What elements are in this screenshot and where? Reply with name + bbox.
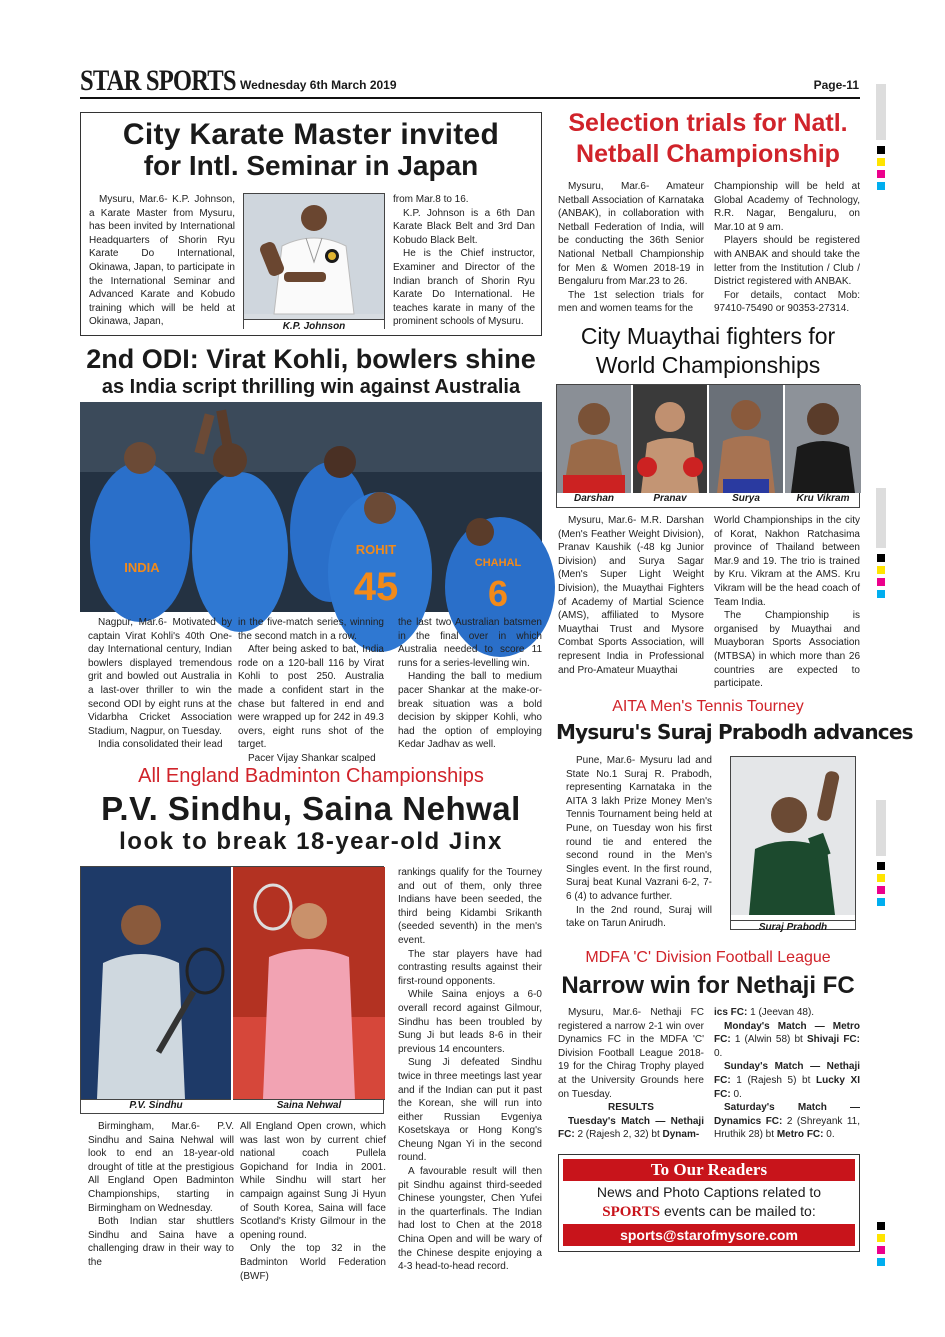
badminton-paragraph: Only the top 32 in the Badminton World Federation (BWF) (240, 1243, 386, 1282)
karate-photo-caption: K.P. Johnson (244, 319, 384, 334)
odi-headline-2: as India script thrilling win against Australia (101, 376, 521, 398)
odi-jersey-number-2: 6 (487, 573, 509, 614)
muaythai-paragraph: World Championships in the city of Korat, Nakhon Ratchasima province of Thailand between Mar.9 and 19. The trio is trained by Kru. Vikram at the AMS. Kru Vikram will be the head coach of Team India. (714, 515, 860, 608)
badminton-caption: Saina Nehwal (233, 1099, 385, 1111)
karate-paragraph: Mysuru, Mar.6- K.P. Johnson, a Karate Master from Mysuru, has been invited by International Headquarters of Shorin Ryu Karate Do International, Okinawa, Japan, to participate in the International Seminar and Advanced Karate and Kobudo training which will be held at Okinawa, Japan, (89, 194, 235, 328)
muaythai-photo-pranav (633, 385, 707, 493)
karate-paragraph: K.P. Johnson is a 6th Dan Karate Black Belt and 3rd Dan Kobudo Black Belt. (393, 207, 535, 246)
football-kicker: MDFA 'C' Division Football League (585, 949, 831, 966)
odi-paragraph: Handing the ball to medium pacer Shankar at the make-or-break situation was a bold decision by skipper Kohli, who had the option of employing Kedar Jadhav as well. (398, 671, 542, 751)
football-result-opponent: Shivaji FC: (806, 1034, 860, 1046)
karate-paragraph: from Mar.8 to 16. (393, 194, 469, 205)
odi-jersey-team: INDIA (124, 560, 160, 575)
registration-strip-low (876, 800, 886, 910)
readers-line-1: News and Photo Captions related to (596, 1184, 822, 1200)
badminton-paragraph: The star players have had contrasting results against their first-round opponents. (398, 948, 542, 987)
muaythai-photo-surya (709, 385, 783, 493)
football-column-1 (558, 1006, 704, 1148)
karate-headline-2: for Intl. Seminar in Japan (143, 150, 479, 182)
muaythai-photo-strip (556, 384, 860, 508)
karate-column-2 (393, 193, 535, 333)
football-result-label: Tuesday's Match — Nethaji FC: (558, 1115, 704, 1141)
masthead-rule (80, 97, 860, 99)
odi-paragraph: India consolidated their lead (98, 739, 223, 751)
football-result-text: 2 (Shreyank 11, Hruthik 28) bt (714, 1115, 861, 1141)
badminton-paragraph: Both Indian star shuttlers Sindhu and Saina have a challenging draw in their way to the (88, 1216, 234, 1268)
netball-paragraph: For details, contact Mob: 97410-75490 or 90353-27314. (714, 289, 860, 315)
karate-photo (243, 193, 385, 332)
football-result-opponent: ics FC: (714, 1007, 748, 1018)
karate-headline-1: City Karate Master invited (122, 118, 500, 151)
football-result-text: 2 (Rajesh 2, 32) bt (577, 1129, 660, 1141)
tennis-player-image (731, 757, 855, 915)
badminton-photo-sindhu (81, 867, 231, 1099)
odi-paragraph: the last two Australian batsmen in the final over in which Australia needed to score 11 runs for a series-levelling win. (398, 617, 542, 669)
registration-strip-bottom (876, 1222, 886, 1282)
karate-master-image (244, 194, 384, 314)
karate-story-box (80, 112, 542, 336)
readers-line-2: events can be mailed to: (663, 1203, 816, 1219)
badminton-photo-box (80, 866, 384, 1114)
muaythai-story (556, 322, 860, 688)
tennis-photo-caption: Suraj Prabodh (731, 920, 855, 934)
karate-column-1 (89, 193, 235, 333)
odi-paragraph: Nagpur, Mar.6- Motivated by captain Virat Kohli's 40th One-day International century, Indian bowlers displayed tremendous grit and bowled out Australia in a last-over thriller to win the second ODI by eight runs at the Vidarbha Cricket Association Stadium, Nagpur, on Tuesday. (88, 617, 232, 737)
football-result-opponent: Dynam- (662, 1129, 700, 1141)
odi-story (80, 344, 542, 764)
football-paragraph: Mysuru, Mar.6- Nethaji FC registered a narrow 2-1 win over Dynamics FC in the MDFA 'C' Division Football League 2018-19 for the Chirag Trophy played at the University Grounds here on Tuesday. (558, 1007, 704, 1100)
muaythai-headline-2: World Championships (595, 352, 821, 378)
tennis-paragraph: In the 2nd round, Suraj will take on Tarun Anirudh. (566, 904, 712, 930)
tennis-photo (730, 756, 856, 933)
muaythai-caption: Pranav (653, 493, 687, 504)
muaythai-caption: Surya (732, 493, 760, 504)
tennis-headline: Mysuru's Suraj Prabodh advances (556, 720, 913, 744)
readers-box (558, 1154, 860, 1252)
badminton-paragraph: All England Open crown, which was last won by current chief national coach Pullela Gopichand for India in 2001. While Sindhu will start her campaign against Sung Ji Hyun of South Korea, Saina will face Scotland's Kristy Gilmour in the opening round. (240, 1121, 386, 1241)
odi-jersey-name-2: CHAHAL (474, 557, 522, 569)
badminton-paragraph: Sung Ji defeated Sindhu twice in three meetings last year and if the Indian can put it past the Korean, she will run into either Russian Evgeniya Kosetskaya or Hong Kong's Cheung Ngan Yi in the second round. (398, 1057, 542, 1164)
netball-headline-1: Selection trials for Natl. (568, 109, 848, 137)
odi-paragraph: Pacer Vijay Shankar scalped (248, 752, 376, 764)
badminton-caption: P.V. Sindhu (81, 1099, 231, 1111)
badminton-headline-1: P.V. Sindhu, Saina Nehwal (101, 790, 521, 827)
registration-strip-top (876, 84, 886, 184)
football-result-label: Sunday's Match — Nethaji FC: (714, 1061, 860, 1086)
badminton-story (80, 762, 542, 1282)
netball-headline-2: Netball Championship (576, 140, 840, 168)
odi-column-1 (88, 616, 232, 750)
badminton-paragraph: rankings qualify for the Tourney and out of them, only three Indians have been seeded, the third being Kidambi Srikanth (seeded seventh) in the men's event. (398, 867, 542, 946)
netball-column-2 (714, 180, 860, 320)
badminton-column-1 (88, 1120, 234, 1268)
muaythai-caption: Darshan (573, 493, 614, 504)
muaythai-photo-kru-vikram (785, 385, 861, 493)
page-number: Page-11 (813, 78, 859, 92)
masthead-date: Wednesday 6th March 2019 (240, 78, 397, 92)
karate-paragraph: He is the Chief instructor, Examiner and Director of the Indian branch of Shorin Ryu Karate Do International. He teaches karate in many of the prominent schools of Mysuru. (393, 248, 535, 328)
badminton-paragraph: While Saina enjoys a 6-0 overall record against Gilmour, Sindhu has been troubled by Sung Ji but leads 8-6 in their previous 14 encounters. (398, 989, 542, 1055)
readers-email-link[interactable]: sports@starofmysore.com (563, 1224, 855, 1246)
tennis-column (566, 754, 712, 934)
readers-sports-word: SPORTS (602, 1204, 661, 1220)
cricket-celebration-image (80, 402, 542, 612)
badminton-headline-2: look to break 18-year-old Jinx (119, 828, 503, 855)
badminton-kicker: All England Badminton Championships (138, 765, 484, 787)
tennis-paragraph: Pune, Mar.6- Mysuru lad and State No.1 Suraj R. Prabodh, representing Karnataka in the AITA 3 lakh Prize Money Men's Tennis Tournament being held at Pune, on Tuesday won his first round tie and entered the second round in the Men's Singles event. In the first round, Suraj beat Kunal Vazrani 6-2, 7-6 (4) to advance further. (566, 755, 712, 902)
badminton-photo-saina (233, 867, 385, 1099)
odi-jersey-number-1: 45 (353, 565, 399, 609)
odi-jersey-name-1: ROHIT (355, 542, 397, 557)
masthead-title: STAR SPORTS (80, 64, 236, 97)
football-result-score: 0. (733, 1088, 742, 1100)
netball-story (556, 108, 860, 320)
football-result-text: 1 (Rajesh 5) bt (736, 1074, 811, 1086)
muaythai-photo-darshan (557, 385, 631, 493)
tennis-kicker: AITA Men's Tennis Tourney (612, 698, 804, 715)
netball-paragraph: Championship will be held at Global Academy of Technology, R.R. Nagar, Bengaluru, on Mar.10 at 9 am. (714, 181, 860, 233)
muaythai-caption: Kru Vikram (796, 493, 850, 504)
badminton-paragraph: A favourable result will then pit Sindhu against third-seeded Chinese youngster, Chen Yufei in the quarterfinals. The Indian had lost to Chen at the 2018 China Open and will be wary of the Chinese despite enjoying a 4-3 head-to-head record. (398, 1166, 542, 1273)
netball-paragraph: The 1st selection trials for men and women teams for the (558, 289, 704, 315)
badminton-paragraph: Birmingham, Mar.6- P.V. Sindhu and Saina Nehwal will look to end an 18-year-old drought of title at the prestigious All England Open Badminton Championships, starting in Birmingham on Wednesday. (88, 1121, 234, 1214)
football-result-score: 0. (826, 1129, 835, 1141)
odi-headline-1: 2nd ODI: Virat Kohli, bowlers shine (86, 344, 536, 374)
football-column-2 (714, 1006, 860, 1148)
football-result-label: Saturday's Match — Dynamics FC: (714, 1102, 860, 1127)
muaythai-column-1 (558, 514, 704, 688)
netball-paragraph: Mysuru, Mar.6- Amateur Netball Association of Karnataka (ANBAK), in collaboration with Netball Federation of India, will be conducting the 36th Senior National Netball Championship for Men & Women 2018-19 in Bengaluru from Mar.23 to 26. (558, 181, 704, 288)
odi-paragraph: After being asked to bat, India rode on a 120-ball 116 by Virat Kohli to post 250. Australia made a confident start in the chase but faltered in end and were wrapped up for 242 in 49.3 overs, eight runs shot of the target. (238, 644, 384, 751)
football-result-score: 0. (714, 1047, 723, 1059)
football-result-label: Monday's Match — Metro FC: (714, 1020, 860, 1046)
odi-column-2 (238, 616, 384, 764)
muaythai-column-2 (714, 514, 860, 688)
odi-column-3 (398, 616, 542, 750)
badminton-column-2 (240, 1120, 386, 1282)
football-result-opponent: Metro FC: (776, 1129, 824, 1141)
football-headline: Narrow win for Nethaji FC (561, 972, 855, 999)
football-result-text: 1 (Jeevan 48). (750, 1007, 815, 1018)
netball-column-1 (558, 180, 704, 320)
football-story (556, 946, 860, 1148)
odi-photo (80, 402, 542, 612)
badminton-column-3 (398, 866, 542, 1273)
netball-paragraph: Players should be registered with ANBAK and should take the letter from the Institution / Club / District registered with ANBAK. (714, 235, 860, 288)
football-results-label: RESULTS (608, 1102, 654, 1114)
muaythai-paragraph: Mysuru, Mar.6- M.R. Darshan (Men's Feather Weight Division), Pranav Kaushik (-48 kg Junior Division) and Surya Sagar (Men's Super Light Weight Division), the Muaythai Fighters of Academy of Martial Science (AMS), affiliated to Mysore Muaythai Trust and Mysore Combat Sports Association, will represent India in Professional and Pro-Amateur Muaythai (558, 515, 704, 676)
registration-strip-mid (876, 488, 886, 598)
odi-paragraph: in the five-match series, winning the second match in a row. (238, 617, 384, 642)
muaythai-paragraph: The Championship is organised by Muaythai and Muayboran Sports Association (MTBSA) in which more than 26 countries are expected to participate. (714, 610, 860, 690)
muaythai-headline-1: City Muaythai fighters for (580, 323, 836, 349)
tennis-story (556, 696, 913, 934)
readers-title: To Our Readers (563, 1159, 855, 1181)
football-result-opponent: Lucky XI FC: (714, 1074, 860, 1100)
football-result-text: 1 (Alwin 58) bt (734, 1034, 803, 1046)
